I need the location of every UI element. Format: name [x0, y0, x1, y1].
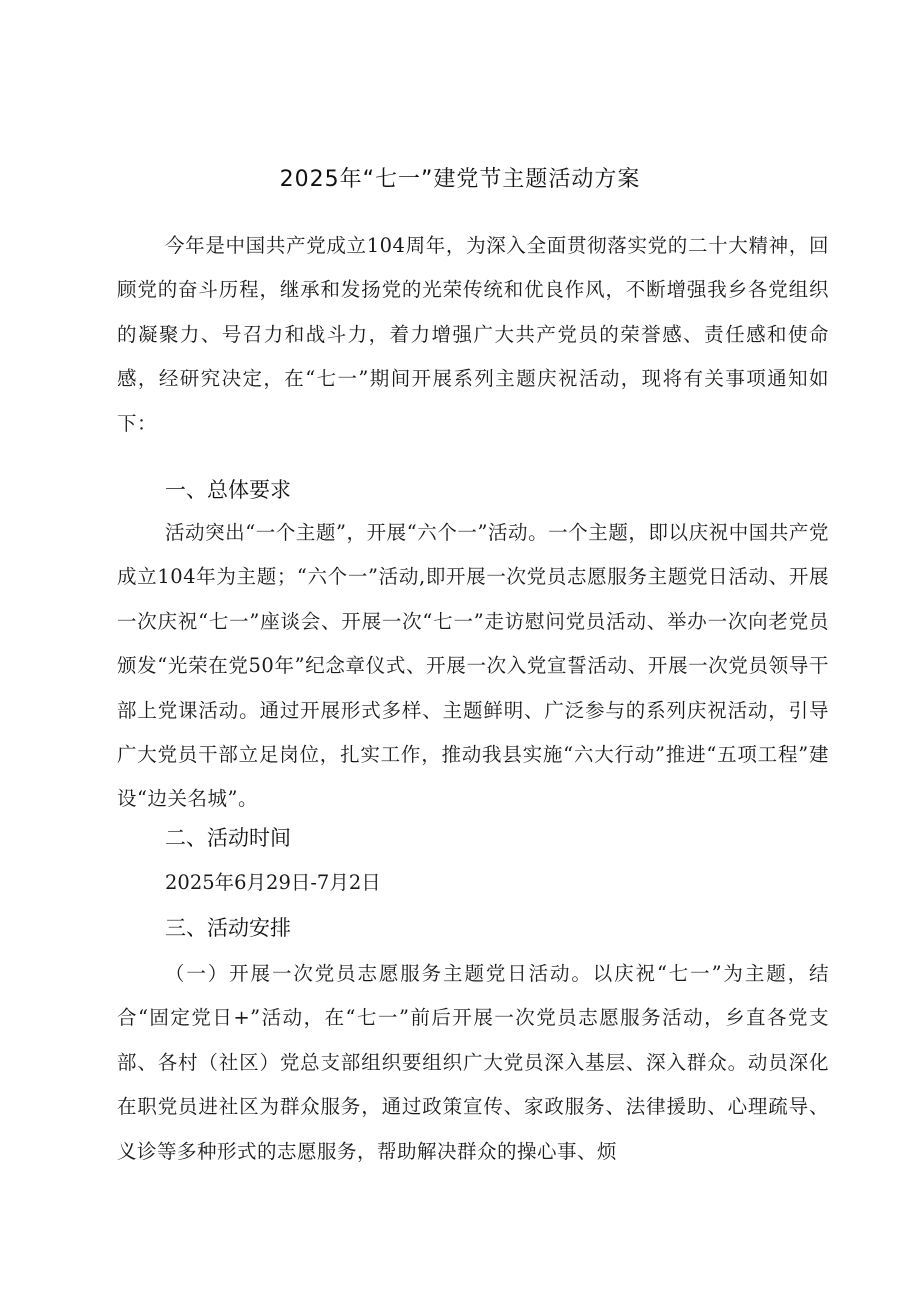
- section-heading-general-requirements: 一、总体要求: [165, 478, 291, 502]
- section-paragraph-general-requirements: 活动突出“一个主题”，开展“六个一”活动。一个主题，即以庆祝中国共产党成立104年为主题；“六个一”活动,即开展一次党员志愿服务主题党日活动、开展一次庆祝“七一”座谈会、开展一次“七一”走访慰问党员活动、举办一次向老党员颁发“光荣在党50年”纪念章仪式、开展一次入党宣誓活动、开展一次党员领导干部上党课活动。通过开展形式多样、主题鲜明、广泛参与的系列庆祝活动，引导广大党员干部立足岗位，扎实工作，推动我县实施“六大行动”推进“五项工程”建设“边关名城”。: [117, 521, 829, 811]
- section-heading-activity-arrangement: 三、活动安排: [165, 916, 291, 940]
- intro-paragraph: 今年是中国共产党成立104周年，为深入全面贯彻落实党的二十大精神，回顾党的奋斗历程，继承和发扬党的光荣传统和优良作风，不断增强我乡各党组织的凝聚力、号召力和战斗力，着力增强广大共产党员的荣誉感、责任感和使命感，经研究决定，在“七一”期间开展系列主题庆祝活动，现将有关事项通知如下：: [117, 234, 829, 435]
- section-paragraph-activity-arrangement: （一）开展一次党员志愿服务主题党日活动。以庆祝“七一”为主题，结合“固定党日+”活动，在“七一”前后开展一次党员志愿服务活动，乡直各党支部、各村（社区）党总支部组织要组织广大党员深入基层、深入群众。动员深化在职党员进社区为群众服务，通过政策宣传、家政服务、法律援助、心理疏导、义诊等多种形式的志愿服务，帮助解决群众的操心事、烦: [117, 962, 829, 1163]
- section-heading-activity-time: 二、活动时间: [165, 826, 291, 850]
- document-title: 2025年“七一”建党节主题活动方案: [279, 167, 641, 192]
- activity-time-value: 2025年6月29日-7月2日: [165, 871, 381, 894]
